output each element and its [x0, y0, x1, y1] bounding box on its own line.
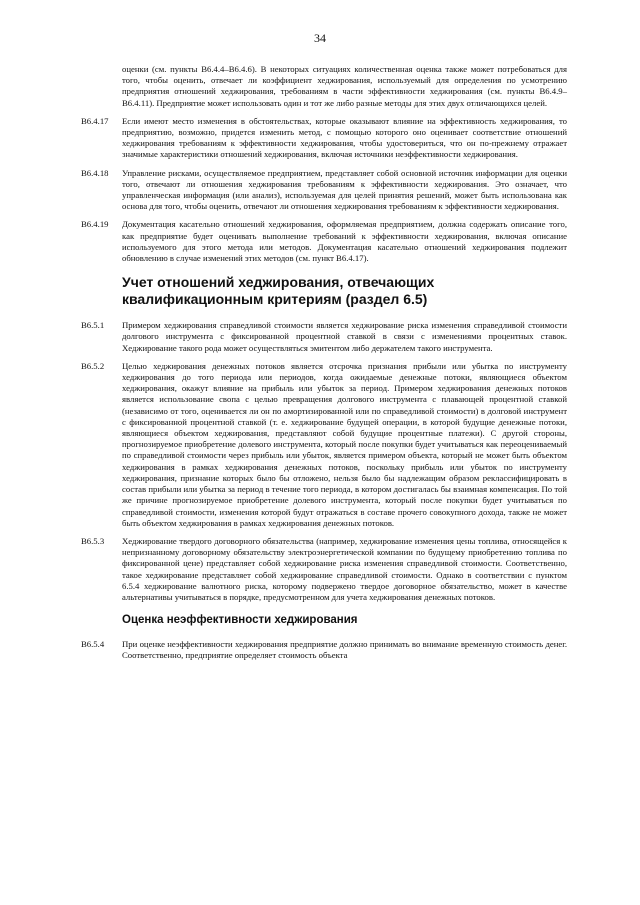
page-number: 34 — [314, 31, 326, 45]
paragraph-text: Управление рисками, осуществляемое предприятием, представляет собой основной источник информации для оценки того, отвечают ли отношения хеджирования требованиям к эффективности хеджирования. Это означает, что управленческая информация (или анализ), используемая для целей принятия решений, может быть использована как основа для того, чтобы оценить, отвечают ли отношения хеджирования требованиям к эффективности хеджирования. — [122, 167, 567, 212]
paragraph-number: B6.5.1 — [81, 320, 105, 331]
section-heading: Учет отношений хеджирования, отвечающих квалификационным критериям (раздел 6.5) — [122, 274, 435, 308]
paragraph — [81, 219, 567, 264]
paragraph-number: B6.5.3 — [81, 535, 105, 546]
paragraph-number: B6.4.19 — [81, 219, 109, 230]
paragraph-text: Целью хеджирования денежных потоков является отсрочка признания прибыли или убытка по инструменту хеджирования до того периода или периодов, когда ожидаемые денежные потоки, являющиеся объектом хеджирования, окажут влияние на прибыль или убыток за период. Примером хеджирования денежных потоков является использование свопа с целью превращения долгового инструмента с плавающей процентной ставкой (независимо от того, оценивается ли он по амортизированной или по справедливой стоимости) в долговой инструмент с фиксированной процентной ставкой (т. е. хеджирование будущей операции, в которой будущие денежные потоки, являющиеся объектом хеджирования, представляют собой будущие процентные платежи). С другой стороны, прогнозируемое приобретение долевого инструмента, который после покупки будет учитываться как переоцениваемый по справедливой стоимости через прибыль или убыток, является примером объекта, который не может быть объектом хеджирования в рамках хеджирования денежных потоков, поскольку прибыль или убыток по инструменту хеджирования, признание которых было бы отложено, нельзя было бы надлежащим образом реклассифицировать в состав прибыли или убытка за период в течение того периода, в котором достигалась бы взаимная компенсация. По той же причине прогнозируемое приобретение долевого инструмента, который после покупки будет учитываться по справедливой стоимости, изменения которой будут отражаться в составе прочего совокупного дохода, также не может быть объектом хеджирования в рамках хеджирования денежных потоков. — [122, 360, 567, 528]
intro-paragraph: оценки (см. пункты B6.4.4–B6.4.6). В некоторых ситуациях количественная оценка также может потребоваться для того, чтобы оценить, отвечает ли коэффициент хеджирования, используемый для определения по усмотрению предприятия отношений хеджирования, требованиям в части эффективности хеджирования (см. пункты B6.4.9–B6.4.11). Предприятие может использовать один и тот же либо разные методы для этих двух отличающихся целей. — [122, 64, 567, 108]
subsection-heading: Оценка неэффективности хеджирования — [122, 614, 358, 627]
paragraph-number: B6.4.18 — [81, 167, 109, 178]
paragraph-text: Хеджирование твердого договорного обязательства (например, хеджирование изменения цены топлива, относящейся к непризнанному договорному обязательству электроэнергетической компании по будущему приобретению топлива по фиксированной цене) представляет собой хеджирование риска изменения справедливой стоимости. Соответственно, такое хеджирование представляет собой хеджирование справедливой стоимости. Однако в соответствии с пунктом 6.5.4 хеджирование валютного риска, которому подвержено твердое договорное обязательство, может в качестве альтернативы учитываться в порядке, предусмотренном для учета хеджирования денежных потоков. — [122, 535, 567, 602]
document-body — [81, 64, 567, 669]
paragraph-number: B6.5.2 — [81, 360, 105, 371]
paragraph — [81, 361, 567, 529]
paragraph — [81, 536, 567, 603]
paragraph — [81, 116, 567, 161]
paragraph-number: B6.5.4 — [81, 639, 105, 650]
paragraph-text: При оценке неэффективности хеджирования предприятие должно принимать во внимание временную стоимость денег. Соответственно, предприятие определяет стоимость объекта — [122, 639, 567, 661]
paragraph-text: Документация касательно отношений хеджирования, оформляемая предприятием, должна содержать описание того, как предприятие будет оценивать выполнение требований к эффективности хеджирования, включая описание используемого для этого метода или методов. Документация касательно отношений хеджирования подлежит обновлению в случае изменений этих методов (см. пункт B6.4.17). — [122, 219, 567, 264]
paragraph — [81, 320, 567, 354]
paragraph — [81, 639, 567, 661]
paragraph-text: Примером хеджирования справедливой стоимости является хеджирование риска изменения справедливой стоимости долгового инструмента с фиксированной процентной ставкой в связи с изменениями процентных ставок. Хеджирование такого рода может осуществляться эмитентом либо держателем такого инструмента. — [122, 320, 567, 353]
paragraph-number: B6.4.17 — [81, 115, 109, 126]
paragraph-text: Если имеют место изменения в обстоятельствах, которые оказывают влияние на эффективность хеджирования, то предприятию, возможно, придется изменить метод, с помощью которого оно оценивает соответствие отношений хеджирования требованиям к эффективности хеджирования, чтобы удостовериться, что он по-прежнему отражает значимые характеристики отношений хеджирования, включая источники неэффективности хеджирования. — [122, 115, 567, 160]
paragraph — [81, 168, 567, 213]
